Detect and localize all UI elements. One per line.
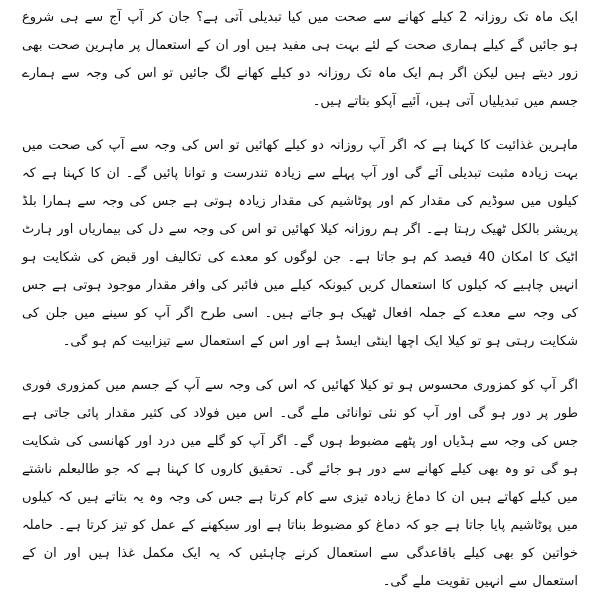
article-paragraph-nutrition-experts: ماہرین غذائیت کا کہنا ہے کہ اگر آپ روزانہ دو کیلے کھائیں تو اس کی وجہ سے آپ کی صحت میں بہت زیادہ مثبت تبدیلی آئے گی اور آپ پہلے سے زیادہ تندرست و توانا پائیں گے۔ ان کا کہنا ہے کہ کیلوں میں سوڈیم کی مقدار کم اور پوٹاشیم کی مقدار زیادہ ہوتی ہے جس کی وجہ سے ہمارا بلڈ پریشر بالکل ٹھیک رہتا ہے۔ اگر ہم روزانہ کیلا کھائیں تو اس کی وجہ سے دل کی بیماریاں اور ہارٹ اٹیک کا امکان 40 فیصد کم ہو جاتا ہے۔ جن لوگوں کو معدے کی تکالیف اور قبض کی شکایت ہو انہیں چاہیے کہ کیلوں کا استعمال کریں کیونکہ کیلے میں فائبر کی وافر مقدار موجود ہوتی ہے جس کی وجہ سے معدے کے جملہ افعال ٹھیک ہو جاتے ہیں۔ اسی طرح اگر آپ کو سینے میں جلن کی شکایت رہتی ہو تو کیلا ایک اچھا اینٹی ایسڈ ہے اور اس کے استعمال سے تیزابیت کم ہو گی۔ [22, 138, 578, 349]
article-paragraph-weakness-benefits: اگر آپ کو کمزوری محسوس ہو تو کیلا کھائیں کہ اس کی وجہ سے آپ کے جسم میں کمزوری فوری طور پر دور ہو گی اور آپ کو نئی توانائی ملے گی۔ اس میں فولاد کی کثیر مقدار پائی جاتی ہے جس کی وجہ سے ہڈیاں اور پٹھے مضبوط ہوں گے۔ اگر آپ کو گلے میں درد اور کھانسی کی شکایت ہو گی تو وہ بھی کیلے کھانے سے دور ہو جائے گی۔ تحقیق کاروں کا کہنا ہے کہ جو طالبعلم ناشتے میں کیلے کھاتے ہیں ان کا دماغ زیادہ تیزی سے کام کرتا ہے جس کی وجہ وہ یہ بتاتے ہیں کہ کیلوں میں پوٹاشیم پایا جاتا ہے جو کہ دماغ کو مضبوط بناتا ہے اور سیکھنے کے عمل کو تیز کرتا ہے۔ حاملہ خواتین کو بھی کیلے باقاعدگی سے استعمال کرنے چاہئیں کہ یہ ایک مکمل غذا ہیں اور ان کے استعمال سے انہیں تقویت ملے گی۔ [22, 378, 578, 589]
article-paragraph-intro: ایک ماہ تک روزانہ 2 کیلے کھانے سے صحت میں کیا تبدیلی آتی ہے؟ جان کر آپ آج سے ہی شروع ہو جائیں گے کیلے ہماری صحت کے لئے بہت ہی مفید ہیں اور ان کے استعمال پر ماہرین صحت بھی زور دیتے ہیں لیکن اگر ہم ایک ماہ تک روزانہ دو کیلے کھانے لگ جائیں تو اس کی وجہ سے ہمارے جسم میں تبدیلیاں آتی ہیں، آئیے آپکو بتاتے ہیں۔ [22, 10, 578, 109]
